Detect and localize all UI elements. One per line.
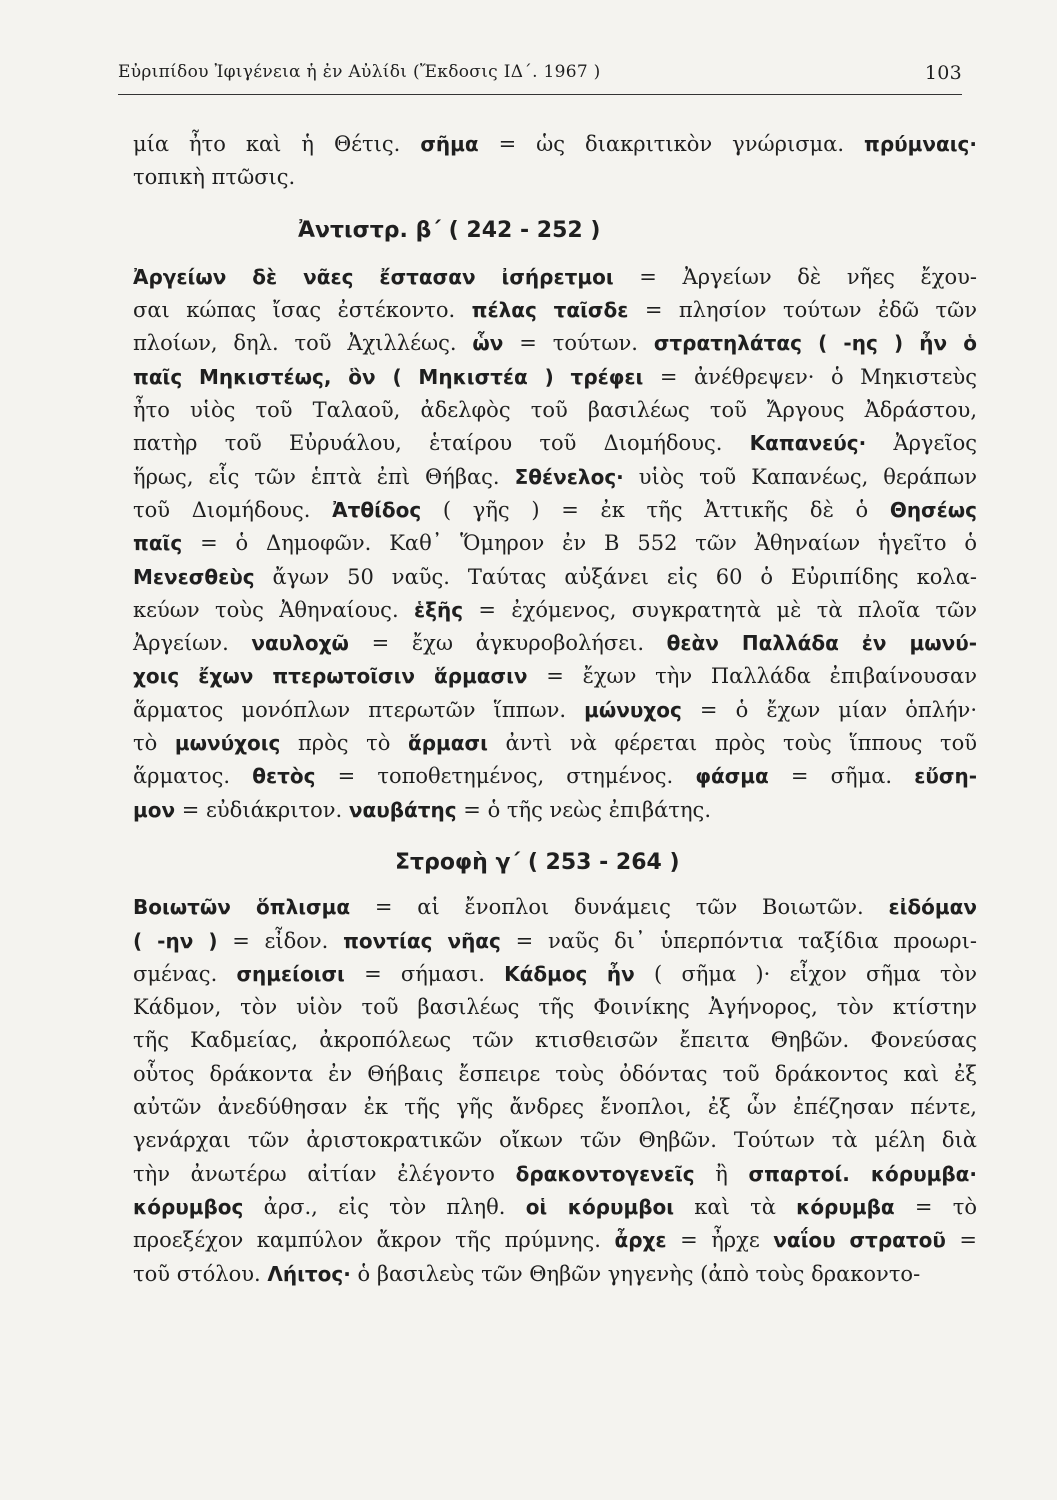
- text-line: [133, 128, 977, 161]
- text-line: [133, 561, 977, 594]
- text-line: [133, 958, 977, 991]
- gloss: ἦτο υἱὸς τοῦ Ταλαοῦ, ἀδελφὸς τοῦ βασιλέως τοῦ Ἄργους Ἀδράστου,: [133, 398, 977, 423]
- gloss: = τούτων.: [503, 331, 654, 356]
- text-line: [133, 527, 977, 560]
- gloss: κεύων τοὺς Ἀθηναίους.: [133, 597, 414, 622]
- lemma: ναυβάτης: [348, 797, 457, 822]
- gloss: = ναῦς δι᾽ ὑπερπόντια ταξίδια προωρι-: [500, 928, 977, 953]
- text-line: [133, 294, 977, 327]
- lemma: Ἀτθίδος: [332, 497, 422, 522]
- gloss: = ὁ Δημοφῶν. Καθ᾽ Ὅμηρον ἐν Β 552 τῶν Ἀθηναίων ἡγεῖτο ὁ: [182, 531, 977, 556]
- gloss: = αἱ ἔνοπλοι δυνάμεις τῶν Βοιωτῶν.: [350, 895, 889, 920]
- lemma: οἱ κόρυμβοι: [525, 1194, 675, 1219]
- gloss: ἅρματος μονόπλων πτερωτῶν ἵππων.: [133, 697, 585, 722]
- gloss: ( σῆμα )· εἶχον σῆμα τὸν: [634, 961, 977, 986]
- text-line: [133, 461, 977, 494]
- gloss: ὁ βασιλεὺς τῶν Θηβῶν γηγενὴς (ἀπὸ τοὺς δρακοντο-: [350, 1261, 921, 1286]
- text-line: [133, 891, 977, 924]
- section-heading-antistrophe: Ἀντιστρ. β΄ ( 242 - 252 ): [298, 217, 601, 243]
- gloss: σαι κώπας ἴσας ἐστέκοντο.: [133, 298, 472, 323]
- gloss: = τοποθετημένος, στημένος.: [315, 764, 696, 789]
- lemma: ἆρχε: [614, 1228, 667, 1253]
- text-line: [133, 1191, 977, 1224]
- gloss: τὸ: [133, 731, 175, 756]
- lemma: εὔση-: [914, 764, 977, 789]
- gloss: προεξέχον καμπύλον ἄκρον τῆς πρύμνης.: [133, 1228, 615, 1253]
- lemma: σῆμα: [420, 132, 479, 156]
- gloss: = ἔχων τὴν Παλλάδα ἐπιβαίνουσαν: [527, 664, 977, 689]
- lemma: σημείοισι: [236, 961, 345, 986]
- lemma: Μενεσθεὺς: [133, 564, 255, 589]
- lemma: δρακοντογενεῖς: [515, 1161, 695, 1186]
- lemma: κόρυμβα: [796, 1194, 895, 1219]
- commentary-text: [133, 128, 977, 1291]
- text-line: [133, 991, 977, 1024]
- lemma: Σθένελος·: [514, 464, 624, 489]
- gloss: πλοίων, δηλ. τοῦ Ἀχιλλέως.: [133, 331, 473, 356]
- gloss: τὴν ἀνωτέρω αἰτίαν ἐλέγοντο: [133, 1161, 516, 1186]
- gloss: ἥρως, εἷς τῶν ἑπτὰ ἐπὶ Θήβας.: [133, 464, 515, 489]
- text-line: [133, 660, 977, 693]
- text-line: [133, 261, 977, 294]
- text-line: [133, 1091, 977, 1124]
- gloss: σμένας.: [133, 961, 237, 986]
- text-line: [133, 627, 977, 660]
- lemma: ἅρμασι: [407, 731, 488, 756]
- text-line: [133, 361, 977, 394]
- lemma: φάσμα: [695, 764, 769, 789]
- gloss: ἅρματος.: [133, 764, 253, 789]
- gloss: = ἦρχε: [666, 1228, 774, 1253]
- gloss: = Ἀργείων δὲ νῆες ἔχου-: [613, 264, 977, 289]
- gloss: = εἶδον.: [217, 928, 344, 953]
- lemma: ναΐου στρατοῦ: [773, 1228, 946, 1253]
- gloss: = σῆμα.: [768, 764, 915, 789]
- gloss: = ὡς διακριτικὸν γνώρισμα.: [478, 132, 865, 156]
- gloss: τῆς Καδμείας, ἀκροπόλεως τῶν κτισθεισῶν ἔπειτα Θηβῶν. Φονεύσας: [133, 1028, 977, 1053]
- lemma: πρύμναις·: [864, 132, 977, 156]
- text-line: [133, 427, 977, 460]
- text-line: [133, 1058, 977, 1091]
- gloss: = σήμασι.: [344, 961, 505, 986]
- gloss: τοπικὴ πτῶσις.: [133, 165, 296, 190]
- header-rule: [118, 94, 962, 95]
- gloss: τοῦ στόλου.: [133, 1261, 268, 1286]
- intro-paragraph: [133, 128, 977, 195]
- gloss: = ἔχω ἀγκυροβολήσει.: [348, 631, 667, 656]
- lemma: στρατηλάτας ( -ης ) ἦν ὁ: [653, 331, 977, 356]
- lemma: σπαρτοί. κόρυμβα·: [748, 1161, 977, 1186]
- gloss: γενάρχαι τῶν ἀριστοκρατικῶν οἴκων τῶν Θηβῶν. Τούτων τὰ μέλη διὰ: [133, 1128, 977, 1153]
- running-header: [118, 62, 962, 88]
- section-strophe-g: [133, 891, 977, 1291]
- lemma: Θησέως: [889, 497, 977, 522]
- lemma: μώνυχος: [584, 697, 682, 722]
- text-line: [133, 594, 977, 627]
- gloss: αὐτῶν ἀνεδύθησαν ἐκ τῆς γῆς ἄνδρες ἔνοπλοι, ἐξ ὧν ἐπέζησαν πέντε,: [133, 1095, 977, 1120]
- lemma: Καπανεύς·: [749, 431, 867, 456]
- lemma: ποντίας νῆας: [343, 928, 501, 953]
- lemma: κόρυμβος: [133, 1194, 244, 1219]
- gloss: Κάδμον, τὸν υἱὸν τοῦ βασιλέως τῆς Φοινίκης Ἀγήνορος, τὸν κτίστην: [133, 995, 977, 1020]
- gloss: πατὴρ τοῦ Εὐρυάλου, ἑταίρου τοῦ Διομήδους.: [133, 431, 750, 456]
- text-line: [133, 760, 977, 793]
- gloss: ἄγων 50 ναῦς. Ταύτας αὐξάνει εἰς 60 ὁ Εὐριπίδης κολα-: [254, 564, 977, 589]
- gloss: ἀρσ., εἰς τὸν πληθ.: [243, 1194, 526, 1219]
- gloss: πρὸς τὸ: [280, 731, 408, 756]
- page-number: 103: [924, 62, 962, 84]
- gloss: = ὁ ἔχων μίαν ὁπλήν·: [681, 697, 977, 722]
- header-title: Εὐριπίδου Ἰφιγένεια ἡ ἐν Αὐλίδι (Ἔκδοσις ΙΔ΄. 1967 ): [118, 62, 601, 82]
- lemma: θεὰν Παλλάδα ἐν μωνύ-: [666, 631, 978, 656]
- text-line: [133, 494, 977, 527]
- gloss: = εὐδιάκριτον.: [175, 797, 349, 822]
- lemma: ὧν: [472, 331, 504, 356]
- gloss: = τὸ: [894, 1194, 977, 1219]
- section-antistrophe-b: [133, 261, 977, 827]
- lemma: μωνύχοις: [174, 731, 281, 756]
- lemma: Κάδμος ἦν: [504, 961, 635, 986]
- gloss: = ἀνέθρεψεν· ὁ Μηκιστεὺς: [643, 364, 977, 389]
- text-line: [133, 1124, 977, 1157]
- gloss: ( γῆς ) = ἐκ τῆς Ἀττικῆς δὲ ὁ: [421, 497, 890, 522]
- lemma: Λήιτος·: [267, 1261, 351, 1286]
- text-line: [133, 1258, 977, 1291]
- lemma: ναυλοχῶ: [251, 631, 349, 656]
- lemma: μον: [133, 797, 176, 822]
- lemma: χοις ἔχων πτερωτοῖσιν ἅρμασιν: [133, 664, 528, 689]
- gloss: ἢ: [694, 1161, 749, 1186]
- gloss: = πλησίον τούτων ἐδῶ τῶν: [628, 298, 977, 323]
- text-line: [133, 1224, 977, 1257]
- text-line: [133, 1158, 977, 1191]
- section-heading-strophe: Στροφὴ γ΄ ( 253 - 264 ): [395, 849, 680, 875]
- lemma: ( -ην ): [133, 928, 218, 953]
- lemma: Βοιωτῶν ὅπλισμα: [133, 895, 351, 920]
- gloss: =: [945, 1228, 978, 1253]
- gloss: υἱὸς τοῦ Καπανέως, θεράπων: [623, 464, 978, 489]
- text-line: [133, 727, 977, 760]
- text-line: [133, 327, 977, 360]
- lemma: Ἀργείων δὲ νᾶες ἔστασαν ἰσήρετμοι: [133, 264, 614, 289]
- gloss: ἀντὶ νὰ φέρεται πρὸς τοὺς ἵππους τοῦ: [487, 731, 977, 756]
- lemma: ἑξῆς: [414, 597, 464, 622]
- lemma: θετὸς: [252, 764, 316, 789]
- lemma: εἰδόμαν: [888, 895, 977, 920]
- lemma: παῖς Μηκιστέως, ὃν ( Μηκιστέα ) τρέφει: [133, 364, 644, 389]
- gloss: τοῦ Διομήδους.: [133, 497, 333, 522]
- text-line: [133, 1024, 977, 1057]
- gloss: μία ἦτο καὶ ἡ Θέτις.: [133, 132, 421, 156]
- gloss: Ἀργείων.: [133, 631, 252, 656]
- text-line: [133, 394, 977, 427]
- gloss: Ἀργεῖος: [866, 431, 977, 456]
- gloss: καὶ τὰ: [674, 1194, 797, 1219]
- text-line: [133, 925, 977, 958]
- text-line: [133, 161, 977, 194]
- text-line: [133, 794, 977, 827]
- gloss: οὗτος δράκοντα ἐν Θήβαις ἔσπειρε τοὺς ὀδόντας τοῦ δράκοντος καὶ ἐξ: [133, 1061, 977, 1086]
- gloss: = ὁ τῆς νεὼς ἐπιβάτης.: [456, 797, 711, 822]
- text-line: [133, 694, 977, 727]
- lemma: παῖς: [133, 531, 183, 556]
- gloss: = ἐχόμενος, συγκρατητὰ μὲ τὰ πλοῖα τῶν: [463, 597, 977, 622]
- lemma: πέλας ταῖσδε: [471, 298, 629, 323]
